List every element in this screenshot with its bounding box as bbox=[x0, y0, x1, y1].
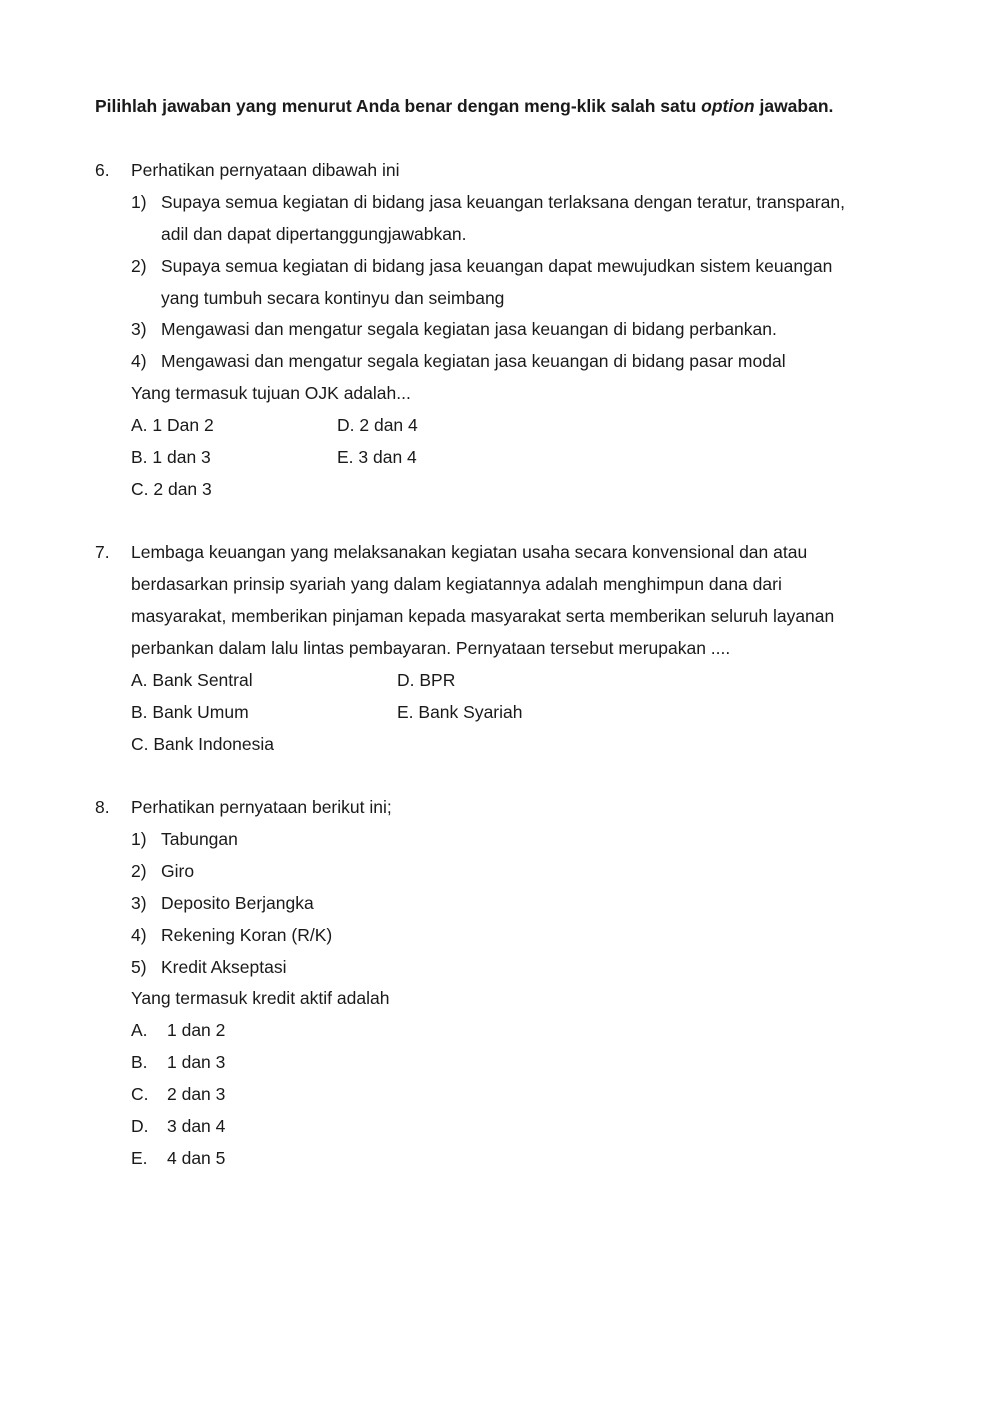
q8-option-c-letter[interactable]: C. bbox=[131, 1084, 149, 1104]
question-8-stem: Perhatikan pernyataan berikut ini; bbox=[131, 797, 392, 817]
q8-statement-4-text: Rekening Koran (R/K) bbox=[161, 925, 333, 945]
q8-option-b-letter[interactable]: B. bbox=[131, 1052, 148, 1072]
question-6-prompt: Yang termasuk tujuan OJK adalah... bbox=[131, 383, 411, 403]
question-7-line-3: masyarakat, memberikan pinjaman kepada masyarakat serta memberikan seluruh layanan bbox=[131, 606, 835, 626]
q6-statement-1-line1: Supaya semua kegiatan di bidang jasa keuangan terlaksana dengan teratur, transparan, bbox=[161, 192, 845, 212]
question-6-stem: Perhatikan pernyataan dibawah ini bbox=[131, 160, 400, 180]
q8-option-e-text[interactable]: 4 dan 5 bbox=[167, 1148, 226, 1168]
q8-statement-4-number: 4) bbox=[131, 925, 147, 945]
q8-statement-1-text: Tabungan bbox=[161, 829, 238, 849]
question-7-line-1: Lembaga keuangan yang melaksanakan kegiatan usaha secara konvensional dan atau bbox=[131, 542, 808, 562]
instruction-text: Pilihlah jawaban yang menurut Anda benar dengan meng-klik salah satu option jawaban. bbox=[95, 96, 834, 116]
q7-option-a[interactable]: A. Bank Sentral bbox=[131, 670, 253, 690]
q7-option-b[interactable]: B. Bank Umum bbox=[131, 702, 249, 722]
q8-option-c-text[interactable]: 2 dan 3 bbox=[167, 1084, 226, 1104]
q8-statement-5-number: 5) bbox=[131, 957, 147, 977]
q8-statement-2-number: 2) bbox=[131, 861, 147, 881]
question-7-line-2: berdasarkan prinsip syariah yang dalam kegiatannya adalah menghimpun dana dari bbox=[131, 574, 782, 594]
question-7-line-4: perbankan dalam lalu lintas pembayaran. Pernyataan tersebut merupakan .... bbox=[131, 638, 731, 658]
q6-statement-4-number: 4) bbox=[131, 351, 147, 371]
instruction-italic: option bbox=[701, 96, 755, 116]
q6-option-c[interactable]: C. 2 dan 3 bbox=[131, 479, 212, 499]
q7-option-e[interactable]: E. Bank Syariah bbox=[397, 702, 523, 722]
q6-statement-3-number: 3) bbox=[131, 319, 147, 339]
q6-option-a[interactable]: A. 1 Dan 2 bbox=[131, 415, 214, 435]
question-8-prompt: Yang termasuk kredit aktif adalah bbox=[131, 988, 390, 1008]
question-8-number: 8. bbox=[95, 797, 110, 817]
question-7-number: 7. bbox=[95, 542, 110, 562]
q6-option-e[interactable]: E. 3 dan 4 bbox=[337, 447, 417, 467]
q6-statement-4-line1: Mengawasi dan mengatur segala kegiatan jasa keuangan di bidang pasar modal bbox=[161, 351, 786, 371]
q6-statement-1-line2: adil dan dapat dipertanggungjawabkan. bbox=[161, 224, 467, 244]
q6-statement-3-line1: Mengawasi dan mengatur segala kegiatan jasa keuangan di bidang perbankan. bbox=[161, 319, 777, 339]
q8-statement-5-text: Kredit Akseptasi bbox=[161, 957, 287, 977]
q8-option-d-letter[interactable]: D. bbox=[131, 1116, 149, 1136]
q6-statement-1-number: 1) bbox=[131, 192, 147, 212]
q8-option-a-letter[interactable]: A. bbox=[131, 1020, 148, 1040]
q7-option-d[interactable]: D. BPR bbox=[397, 670, 456, 690]
q8-option-e-letter[interactable]: E. bbox=[131, 1148, 148, 1168]
q6-statement-2-line1: Supaya semua kegiatan di bidang jasa keuangan dapat mewujudkan sistem keuangan bbox=[161, 256, 833, 276]
q6-option-d[interactable]: D. 2 dan 4 bbox=[337, 415, 418, 435]
q8-statement-2-text: Giro bbox=[161, 861, 195, 881]
q8-option-b-text[interactable]: 1 dan 3 bbox=[167, 1052, 226, 1072]
q8-statement-1-number: 1) bbox=[131, 829, 147, 849]
q8-statement-3-text: Deposito Berjangka bbox=[161, 893, 314, 913]
q6-option-b[interactable]: B. 1 dan 3 bbox=[131, 447, 211, 467]
q8-option-d-text[interactable]: 3 dan 4 bbox=[167, 1116, 226, 1136]
q6-statement-2-number: 2) bbox=[131, 256, 147, 276]
q8-option-a-text[interactable]: 1 dan 2 bbox=[167, 1020, 226, 1040]
q8-statement-3-number: 3) bbox=[131, 893, 147, 913]
question-6-number: 6. bbox=[95, 160, 110, 180]
q6-statement-2-line2: yang tumbuh secara kontinyu dan seimbang bbox=[161, 288, 505, 308]
q7-option-c[interactable]: C. Bank Indonesia bbox=[131, 734, 275, 754]
